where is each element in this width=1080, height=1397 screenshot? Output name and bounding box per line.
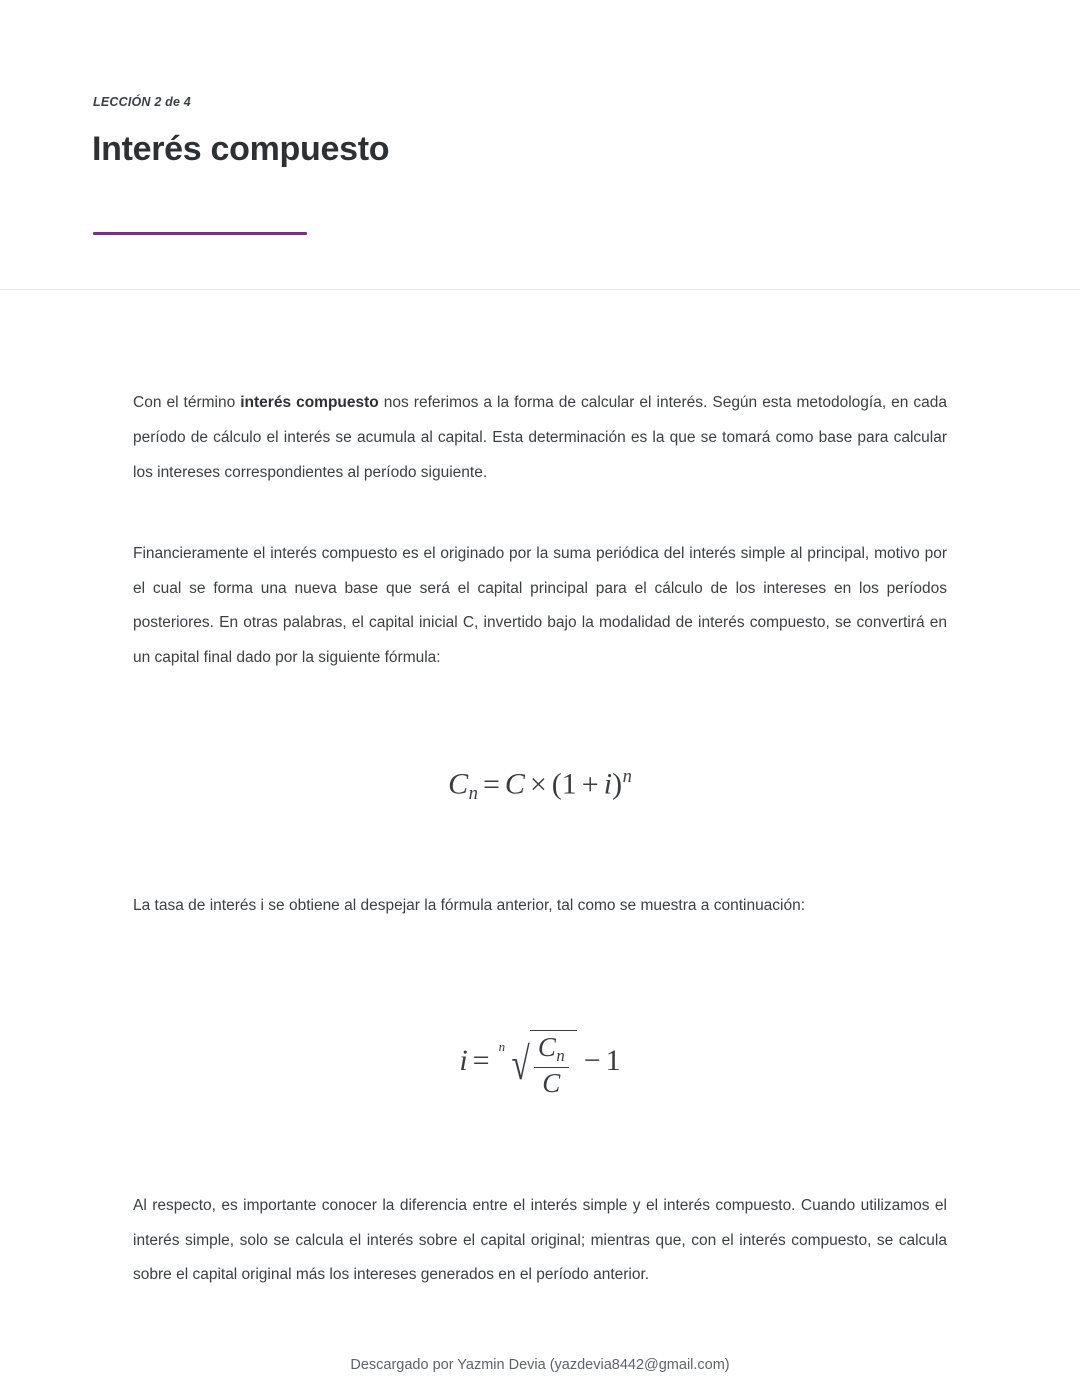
formula-1-lhs-subscript: n bbox=[468, 782, 478, 804]
paragraph-formula-lead-in: Financieramente el interés compuesto es el originado por la suma periódica del interés simple al principal, motivo por el cual se forma una nueva base que será el capital principal para el cálculo de los intereses en los períodos posteriores. En otras palabras, el capital inicial C, invertido bajo la modalidad de interés compuesto, se convertirá en un capital final dado por la siguiente fórmula: bbox=[133, 544, 947, 667]
formula-1-one: 1 bbox=[561, 767, 577, 801]
paragraph-intro-part-1: Con el término bbox=[133, 394, 241, 411]
formula-2-bottom-spacer bbox=[0, 1097, 1080, 1189]
paragraph-rate-lead-in: La tasa de interés i se obtiene al despejar la fórmula anterior, tal como se muestra a continuación: bbox=[133, 897, 806, 915]
formula-1-close-paren: ) bbox=[612, 767, 623, 801]
formula-1-block bbox=[0, 768, 1080, 803]
formula-2-equals: = bbox=[472, 1044, 490, 1078]
formula-1-bottom-spacer bbox=[0, 803, 1080, 889]
formula-2-numerator bbox=[534, 1034, 569, 1067]
page-title: Interés compuesto bbox=[92, 130, 390, 168]
body-block-comparison bbox=[133, 1189, 947, 1294]
formula-interest-rate bbox=[459, 1030, 620, 1096]
nth-root-icon bbox=[499, 1030, 577, 1096]
formula-2-numerator-base: C bbox=[537, 1032, 556, 1063]
formula-1-lhs-base: C bbox=[448, 767, 469, 801]
formula-1-times: × bbox=[529, 767, 547, 801]
formula-2-radicand bbox=[530, 1030, 577, 1096]
lesson-eyebrow: LECCIÓN 2 de 4 bbox=[93, 95, 191, 109]
download-watermark: Descargado por Yazmin Devia (yazdevia8442@gmail.com) bbox=[350, 1357, 730, 1373]
radical-sign-icon: √ bbox=[511, 1037, 530, 1089]
term-interes-compuesto: interés compuesto bbox=[240, 394, 379, 411]
formula-1-top-spacer bbox=[0, 722, 1080, 768]
paragraph-intro-part-2: nos referimos a la forma de calcular el interés. Según esta metodología, en cada período de cálculo el interés se acumula al capital. Esta determinación es la que se tomará como base para calcular los intereses correspondientes al período siguiente. bbox=[133, 394, 948, 481]
formula-2-minus: − bbox=[583, 1044, 601, 1078]
formula-1-capital: C bbox=[504, 767, 525, 801]
lesson-content bbox=[0, 290, 1080, 1293]
formula-2-one: 1 bbox=[605, 1044, 621, 1078]
formula-1-exponent: n bbox=[622, 766, 632, 788]
formula-1-open-paren: ( bbox=[551, 767, 562, 801]
formula-2-lhs: i bbox=[459, 1044, 468, 1078]
paragraph-intro bbox=[133, 386, 947, 491]
formula-1-rate: i bbox=[603, 767, 613, 801]
paragraph-comparison: Al respecto, es importante conocer la diferencia entre el interés simple y el interés compuesto. Cuando utilizamos el interés simple, solo se calcula el interés sobre el capital original; mientras que, con el interés compuesto, se calcula sobre el capital original más los intereses generados en el período anterior. bbox=[133, 1196, 947, 1284]
formula-2-fraction bbox=[534, 1034, 569, 1096]
formula-2-block bbox=[0, 1030, 1080, 1096]
body-block-rate bbox=[133, 889, 947, 924]
formula-1-equals: = bbox=[482, 767, 500, 801]
body-block bbox=[133, 386, 947, 676]
page-header bbox=[0, 0, 1080, 290]
title-accent-rule bbox=[93, 232, 307, 235]
page-footer bbox=[0, 1357, 1080, 1373]
formula-2-denominator: C bbox=[542, 1067, 561, 1098]
formula-compound-capital bbox=[448, 768, 632, 803]
formula-2-root-index: n bbox=[498, 1039, 506, 1055]
formula-1-plus: + bbox=[581, 767, 599, 801]
formula-2-numerator-subscript: n bbox=[556, 1046, 565, 1065]
formula-2-top-spacer bbox=[0, 970, 1080, 1030]
